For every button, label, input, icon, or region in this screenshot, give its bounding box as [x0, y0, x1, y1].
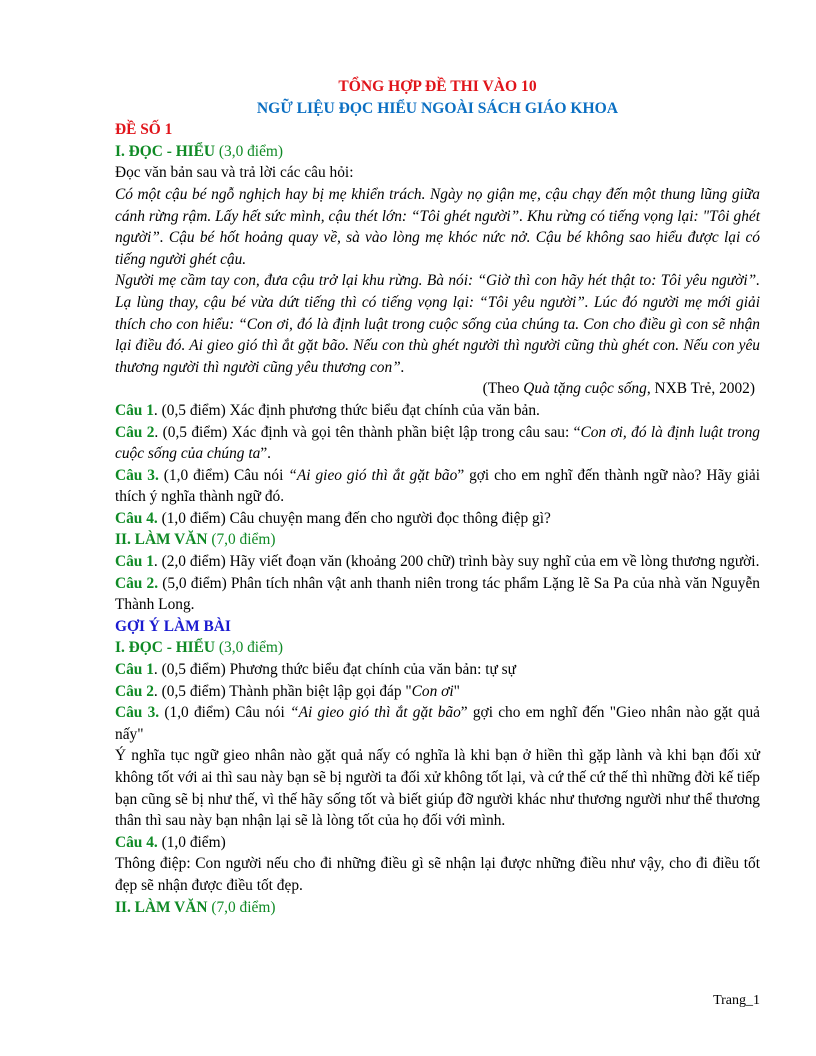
source-prefix: (Theo [482, 380, 524, 398]
section-label: II. LÀM VĂN [115, 898, 208, 916]
instruction: Đọc văn bản sau và trả lời các câu hỏi: [115, 164, 354, 182]
question-4 [115, 508, 760, 530]
answer-4-text: Thông điệp: Con người nếu cho đi những điều gì sẽ nhận lại được những điều như vậy, cho đi điều tốt đẹp sẽ nhận được điều tốt đẹp. [115, 855, 760, 894]
section-label: II. LÀM VĂN [115, 531, 208, 549]
question-3 [115, 465, 760, 508]
answer-label: Câu 1 [115, 661, 154, 679]
section-writing-heading [115, 529, 760, 551]
answer-2 [115, 681, 760, 703]
answer-quote: Con ơi [411, 682, 454, 700]
answer-label: Câu 4. [115, 833, 158, 851]
section-label: I. ĐỌC - HIỂU [115, 639, 216, 657]
question-label: Câu 4. [115, 509, 158, 527]
question-text: . (2,0 điểm) Hãy viết đoạn văn (khoảng 200 chữ) trình bày suy nghĩ của em về lòng thương người. [153, 553, 760, 571]
section-points: (7,0 điểm) [207, 531, 276, 549]
answer-label: Câu 2 [115, 682, 154, 700]
doc-subtitle: NGỮ LIỆU ĐỌC HIỂU NGOÀI SÁCH GIÁO KHOA [256, 99, 619, 117]
writing-question-2 [115, 573, 760, 616]
passage-source [115, 378, 760, 400]
question-text: . (0,5 điểm) Xác định phương thức biểu đạt chính của văn bản. [153, 401, 540, 419]
question-text: (5,0 điểm) Phân tích nhân vật anh thanh niên trong tác phẩm Lặng lẽ Sa Pa của nhà văn Nguyễn Thành Long. [115, 574, 760, 614]
question-label: Câu 2 [115, 423, 155, 441]
section-points: (3,0 điểm) [215, 142, 284, 160]
section-points: (3,0 điểm) [215, 639, 284, 657]
question-text: (1,0 điểm) Câu chuyện mang đến cho người đọc thông điệp gì? [157, 509, 551, 527]
question-quote: “Ai gieo gió thì ắt gặt bão [288, 466, 458, 484]
answer-3-explanation: Ý nghĩa tục ngữ gieo nhân nào gặt quả nấy có nghĩa là khi bạn ở hiền thì gặp lành và khi bạn đối xử không tốt với ai thì sau này bạn sẽ bị người ta đối xử không tốt lại, và cứ thế cứ thế thì những đời kế tiếp bạn cũng sẽ bị như thế, vì thế hãy sống tốt và biết giúp đỡ người khác như thương người như thể thương thân thì sau này bạn nhận lại sẽ là lòng tốt của họ đối với mình. [115, 747, 760, 830]
question-end: ”. [260, 445, 272, 463]
question-label: Câu 3. [115, 466, 159, 484]
question-label: Câu 1 [115, 553, 154, 571]
doc-title: TỔNG HỢP ĐỀ THI VÀO 10 [338, 78, 537, 95]
answer-end: " [453, 682, 460, 700]
answer-text: . (0,5 điểm) Phương thức biểu đạt chính của văn bản: tự sự [153, 661, 516, 679]
answer-text-end: ” gợi cho em nghĩ đến "Gieo nhân nào gặt quả nấy" [115, 704, 761, 743]
question-2 [115, 422, 760, 465]
page-number: Trang_1 [713, 993, 760, 1008]
answer-4 [115, 832, 760, 854]
answer-guide-heading: GỢI Ý LÀM BÀI [115, 617, 231, 635]
answer-3 [115, 702, 760, 745]
answer-text: . (0,5 điểm) Thành phần biệt lập gọi đáp " [153, 682, 412, 700]
section-label: I. ĐỌC - HIỂU [115, 142, 216, 160]
question-text: . (0,5 điểm) Xác định và gọi tên thành phần biệt lập trong câu sau: “ [154, 423, 581, 441]
document-page [115, 76, 760, 918]
answer-1 [115, 659, 760, 681]
question-label: Câu 2. [115, 574, 159, 592]
source-suffix: , NXB Trẻ, 2002) [646, 380, 755, 398]
question-text-end: ” gợi cho em nghĩ đến thành ngữ nào? Hãy giải thích ý nghĩa thành ngữ đó. [115, 466, 760, 506]
writing-question-1 [115, 551, 760, 573]
answer-text: (1,0 điểm) [157, 833, 226, 851]
question-quote: Con ơi, đó là định luật trong cuộc sống của chúng ta [115, 423, 760, 463]
passage-paragraph-2: Người mẹ cầm tay con, đưa cậu trở lại khu rừng. Bà nói: “Giờ thì con hãy hét thật to: Tôi yêu người”. Lạ lùng thay, cậu bé vừa dứt tiếng thì có tiếng vọng lại: “Tôi yêu người”. Lúc đó người mẹ mới giải thích cho con hiểu: “Con ơi, đó là định luật trong cuộc sống của chúng ta. Con cho điều gì con sẽ nhận lại điều đó. Ai gieo gió thì ắt gặt bão. Nếu con thù ghét người thì người cũng thù ghét con. Nếu con yêu thương người thì người cũng yêu thương con”. [115, 272, 760, 376]
answer-label: Câu 3. [115, 704, 160, 722]
question-label: Câu 1 [115, 401, 154, 419]
answer-text: (1,0 điểm) Câu nói [159, 704, 291, 722]
passage-paragraph-1: Có một cậu bé ngỗ nghịch hay bị mẹ khiển trách. Ngày nọ giận mẹ, cậu chạy đến một thung lũng giữa cánh rừng rậm. Lấy hết sức mình, cậu thét lớn: “Tôi ghét người”. Khu rừng có tiếng vọng lại: "Tôi ghét người”. Cậu bé hốt hoảng quay về, sà vào lòng mẹ khóc nức nở. Cậu bé không sao hiểu được lại có tiếng người ghét cậu. [115, 185, 760, 268]
section-points: (7,0 điểm) [207, 898, 276, 916]
source-book: Quà tặng cuộc sống [523, 380, 647, 398]
exam-number: ĐỀ SỐ 1 [115, 121, 173, 139]
section-reading-heading [115, 141, 760, 163]
question-text: (1,0 điểm) Câu nói [158, 466, 289, 484]
guide-writing-heading [115, 897, 760, 919]
question-1 [115, 400, 760, 422]
guide-reading-heading [115, 637, 760, 659]
answer-quote: “Ai gieo gió thì ắt gặt bão [290, 704, 461, 722]
